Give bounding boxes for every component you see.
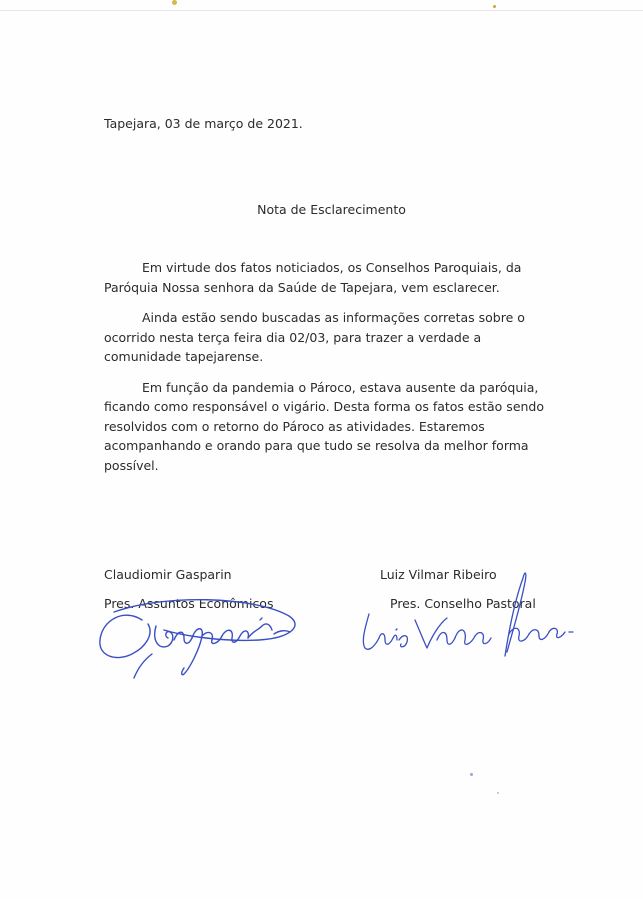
right-signatory-role: Pres. Conselho Pastoral	[390, 596, 536, 611]
scan-top-edge	[0, 10, 643, 11]
date-line: Tapejara, 03 de março de 2021.	[104, 116, 303, 131]
scan-speck	[493, 5, 496, 8]
scan-speck	[470, 773, 473, 776]
scan-speck	[172, 0, 177, 5]
left-signatory-name: Claudiomir Gasparin	[104, 567, 232, 582]
paragraph-3: Em função da pandemia o Pároco, estava ausente da paróquia, ficando como responsável o vigário. Desta forma os fatos estão sendo resolvidos com o retorno do Pároco as atividades. Estaremos acompanhando e orando para que tudo se resolva da melhor forma possível.	[104, 379, 545, 473]
scan-speck	[497, 792, 499, 794]
paragraph-1: Em virtude dos fatos noticiados, os Conselhos Paroquiais, da Paróquia Nossa senhora da Saúde de Tapejara, vem esclarecer.	[104, 260, 522, 295]
right-handwritten-signature	[355, 560, 585, 670]
left-signatory-role: Pres. Assuntos Econômicos	[104, 596, 274, 611]
document-title: Nota de Esclarecimento	[257, 202, 406, 217]
paragraph-2: Ainda estão sendo buscadas as informações corretas sobre o ocorrido nesta terça feira dia 02/03, para trazer a verdade a comunidade tapejarense.	[104, 310, 525, 364]
left-handwritten-signature	[94, 590, 304, 680]
document-body	[104, 258, 552, 486]
right-signatory-name: Luiz Vilmar Ribeiro	[380, 567, 497, 582]
